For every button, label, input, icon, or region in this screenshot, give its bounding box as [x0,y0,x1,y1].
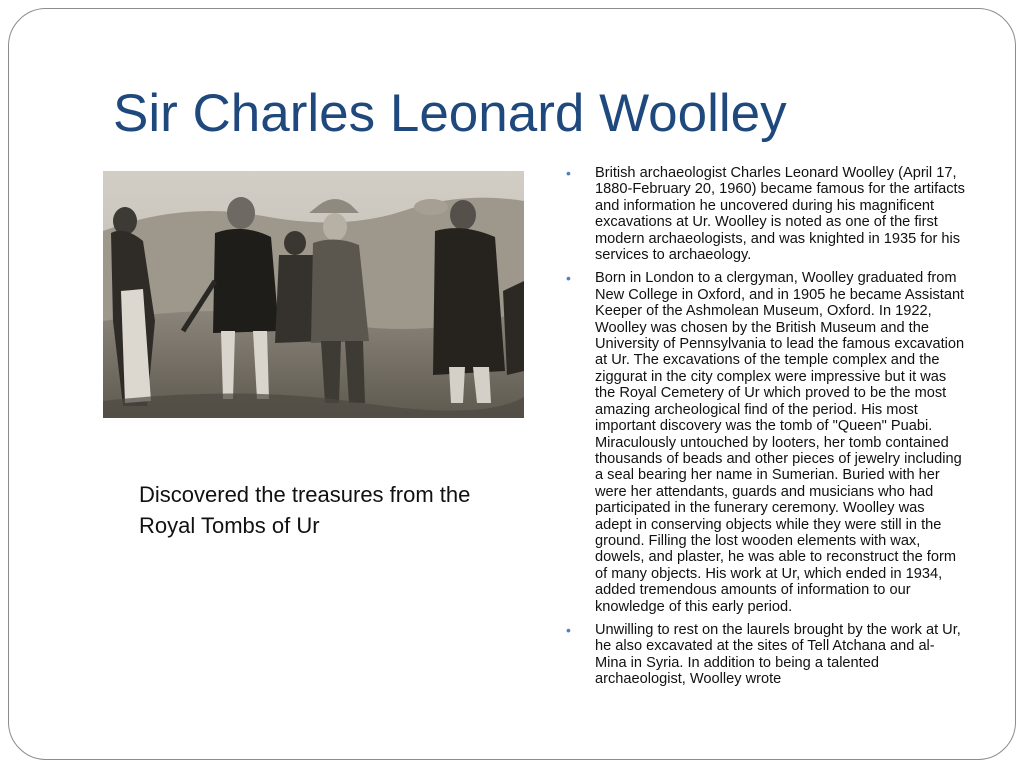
excavation-photo [103,171,524,418]
bullet-item [565,165,965,263]
bullet-text: British archaeologist Charles Leonard Woolley (April 17, 1880-February 20, 1960) became famous for the artifacts and information he uncovered during his magnificent excavations at Ur. Woolley is noted as one of the first modern archaeologists, and was knighted in 1935 for his services to archaeology. [595,165,965,264]
slide-title: Sir Charles Leonard Woolley [113,84,787,143]
slide-frame [8,8,1016,760]
excavation-photo-illustration [103,171,524,418]
bullet-icon: • [566,165,571,181]
photo-caption: Discovered the treasures from the Royal Tombs of Ur [139,482,471,538]
bullet-text: Born in London to a clergyman, Woolley graduated from New College in Oxford, and in 1905 he became Assistant Keeper of the Ashmolean Museum, Oxford. In 1922, Woolley was chosen by the British Museum and the University of Pennsylvania to lead the famous excavation at Ur. The excavations of the temple complex and the ziggurat in the city complex were impressive but it was the Royal Cemetery of Ur which proved to be the most amazing archeological find of the period. His most important discovery was the tomb of "Queen" Puabi. Miraculously untouched by looters, her tomb contained thousands of beads and other pieces of jewelry including a seal bearing her name in Sumerian. Buried with her were her attendants, guards and musicians who had participated in the funerary ceremony. Woolley was adept in conserving objects while they were still in the ground. Filling the lost wooden elements with wax, dowels, and plaster, he was able to reconstruct the form of many objects. His work at Ur, which ended in 1934, added tremendous amounts of information to our knowledge of this early period. [595,270,965,615]
bullet-item [565,622,965,688]
bullet-item [565,270,965,615]
bullet-list [565,165,965,695]
bullet-icon: • [566,270,571,287]
bullet-text: Unwilling to rest on the laurels brought by the work at Ur, he also excavated at the sites of Tell Atchana and al-Mina in Syria. In addition to being a talented archaeologist, Woolley wrote [595,621,961,688]
bullet-icon: • [566,621,571,638]
